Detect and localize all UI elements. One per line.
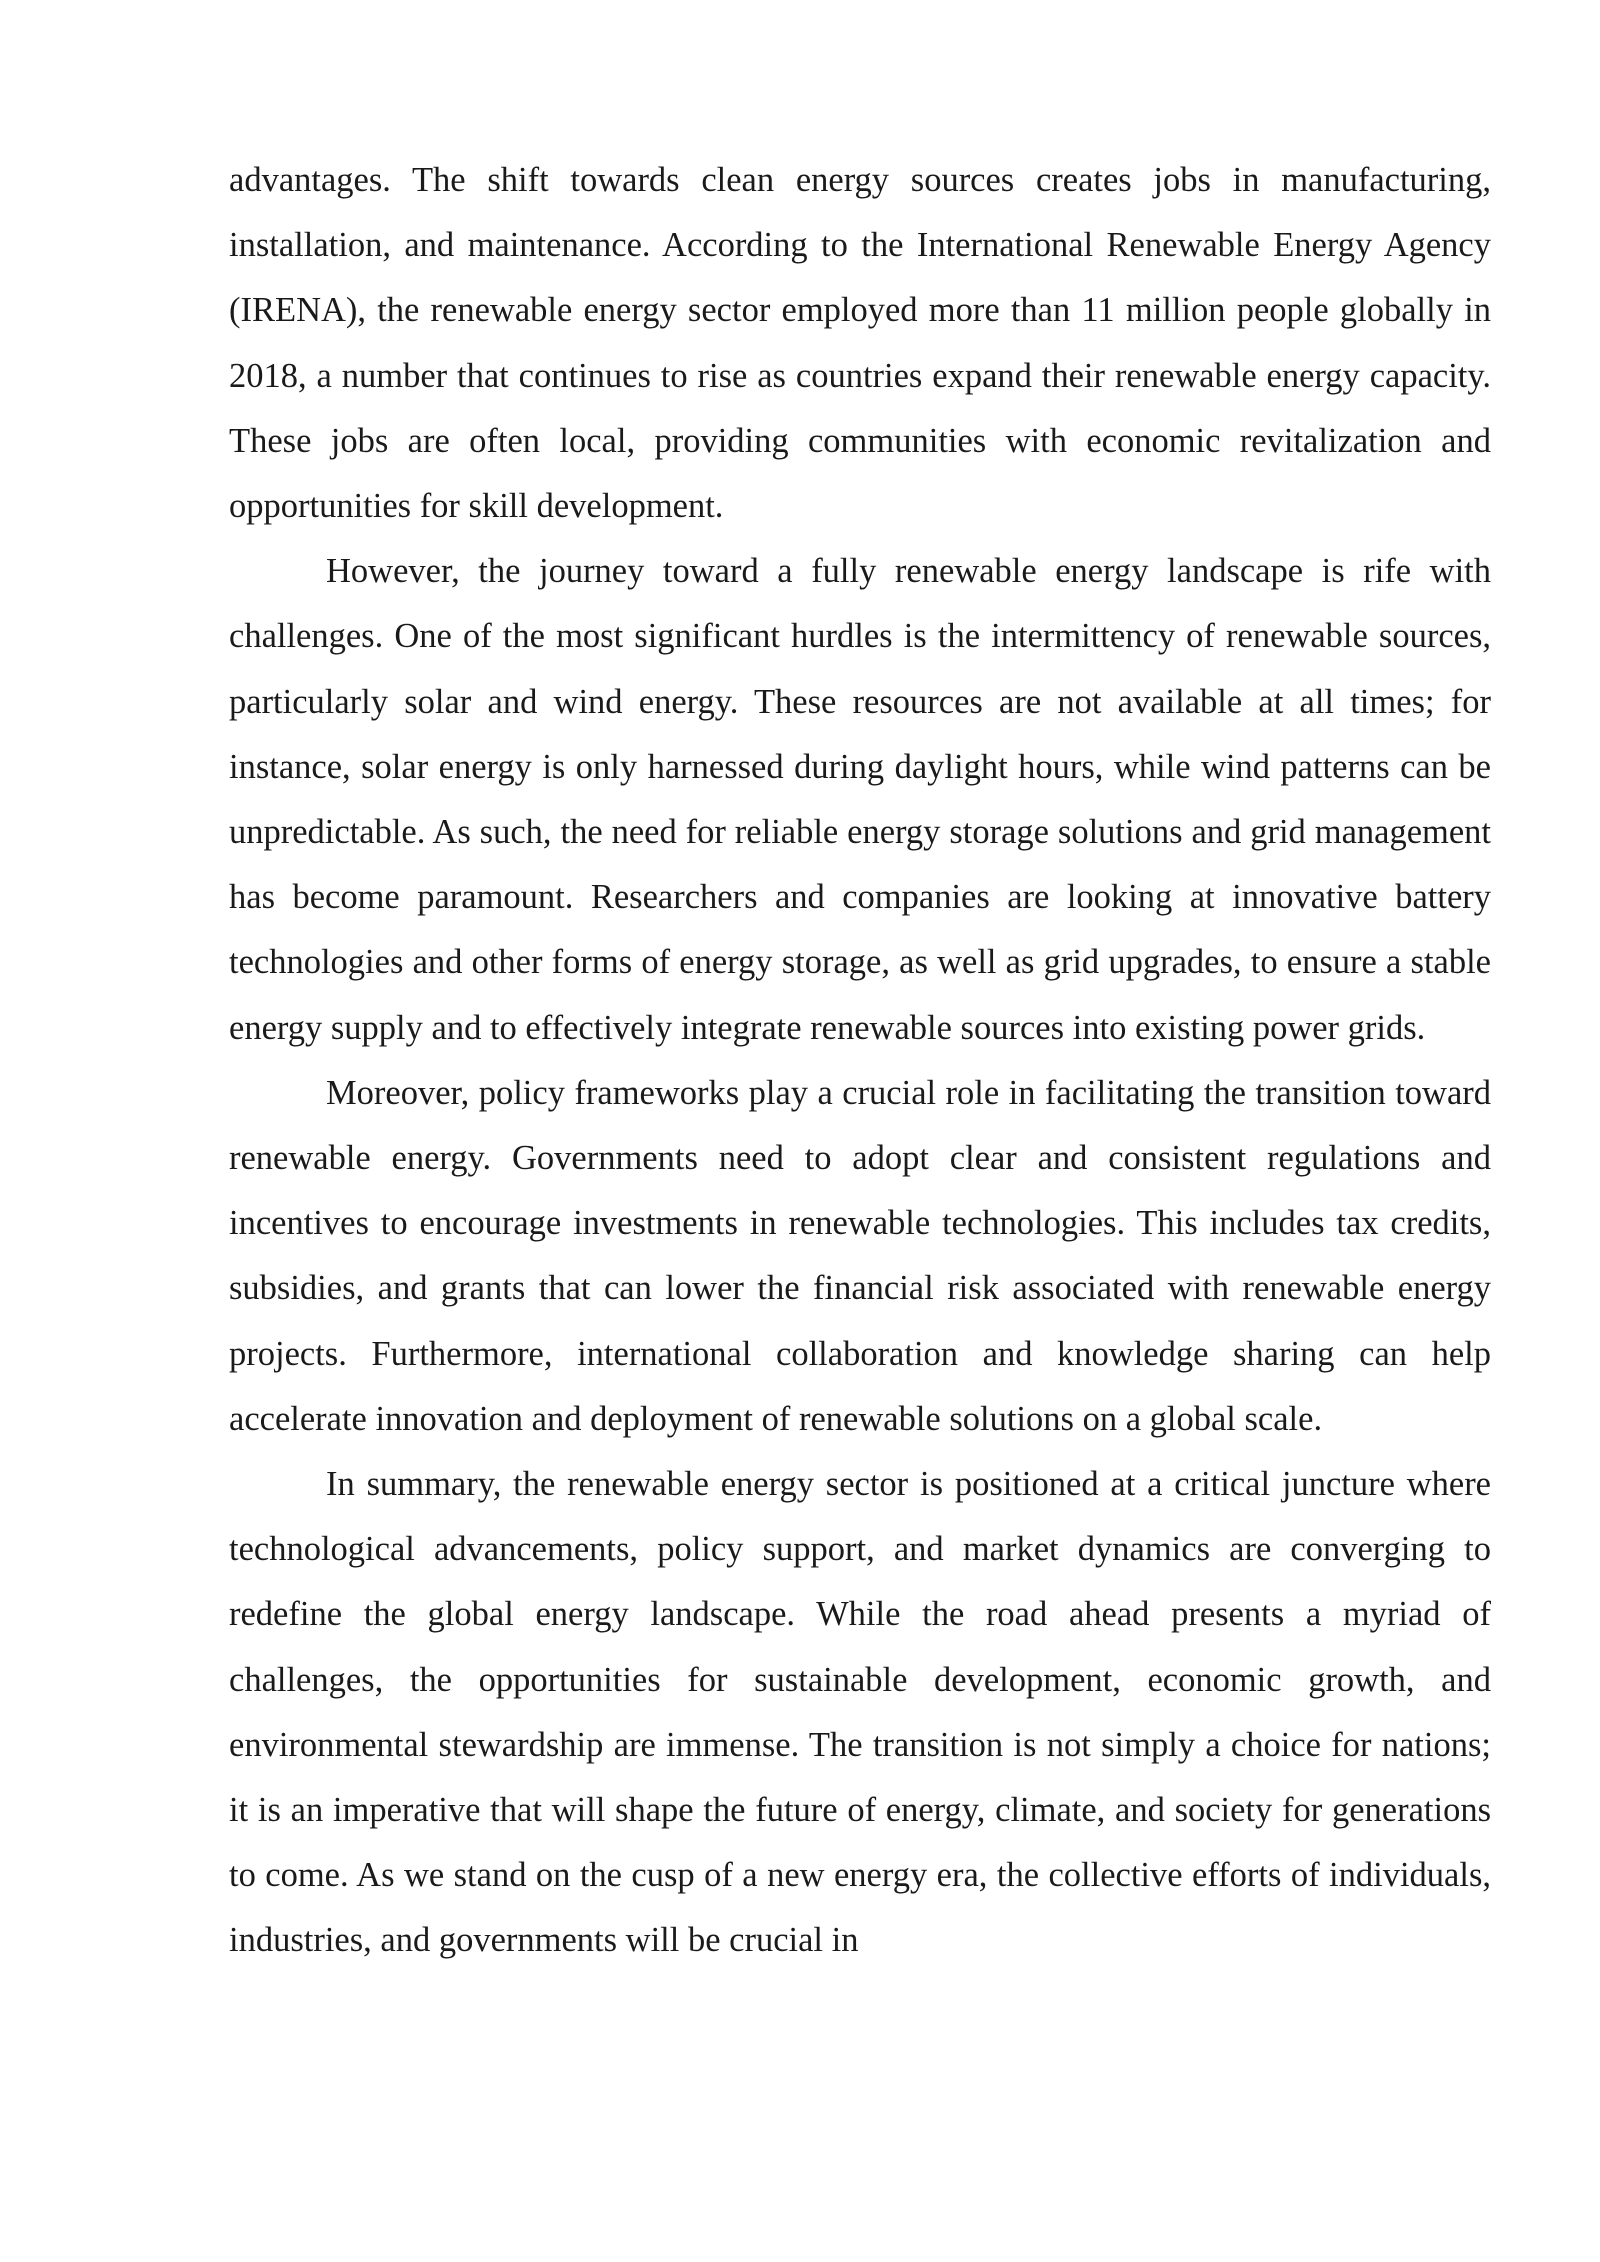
paragraph-summary: In summary, the renewable energy sector is positioned at a critical juncture where technological advancements, policy support, and market dynamics are converging to redefine the global energy landscape. While the road ahead presents a myriad of challenges, the opportunities for sustainable development, economic growth, and environmental stewardship are immense. The transition is not simply a choice for nations; it is an imperative that will shape the future of energy, climate, and society for generations to come. As we stand on the cusp of a new energy era, the collective efforts of individuals, industries, and governments will be crucial in (229, 1465, 1491, 1960)
paragraph-challenges: However, the journey toward a fully renewable energy landscape is rife with challenges. One of the most significant hurdles is the intermittency of renewable sources, particularly solar and wind energy. These resources are not available at all times; for instance, solar energy is only harnessed during daylight hours, while wind patterns can be unpredictable. As such, the need for reliable energy storage solutions and grid management has become paramount. Researchers and companies are looking at innovative battery technologies and other forms of energy storage, as well as grid upgrades, to ensure a stable energy supply and to effectively integrate renewable sources into existing power grids. (229, 552, 1491, 1047)
body-text (229, 148, 1491, 1974)
paragraph-jobs: advantages. The shift towards clean energy sources creates jobs in manufacturing, installation, and maintenance. According to the International Renewable Energy Agency (IRENA), the renewable energy sector employed more than 11 million people globally in 2018, a number that continues to rise as countries expand their renewable energy capacity. These jobs are often local, providing communities with economic revitalization and opportunities for skill development. (229, 161, 1491, 526)
paragraph-policy: Moreover, policy frameworks play a crucial role in facilitating the transition toward renewable energy. Governments need to adopt clear and consistent regulations and incentives to encourage investments in renewable technologies. This includes tax credits, subsidies, and grants that can lower the financial risk associated with renewable energy projects. Furthermore, international collaboration and knowledge sharing can help accelerate innovation and deployment of renewable solutions on a global scale. (229, 1073, 1491, 1438)
